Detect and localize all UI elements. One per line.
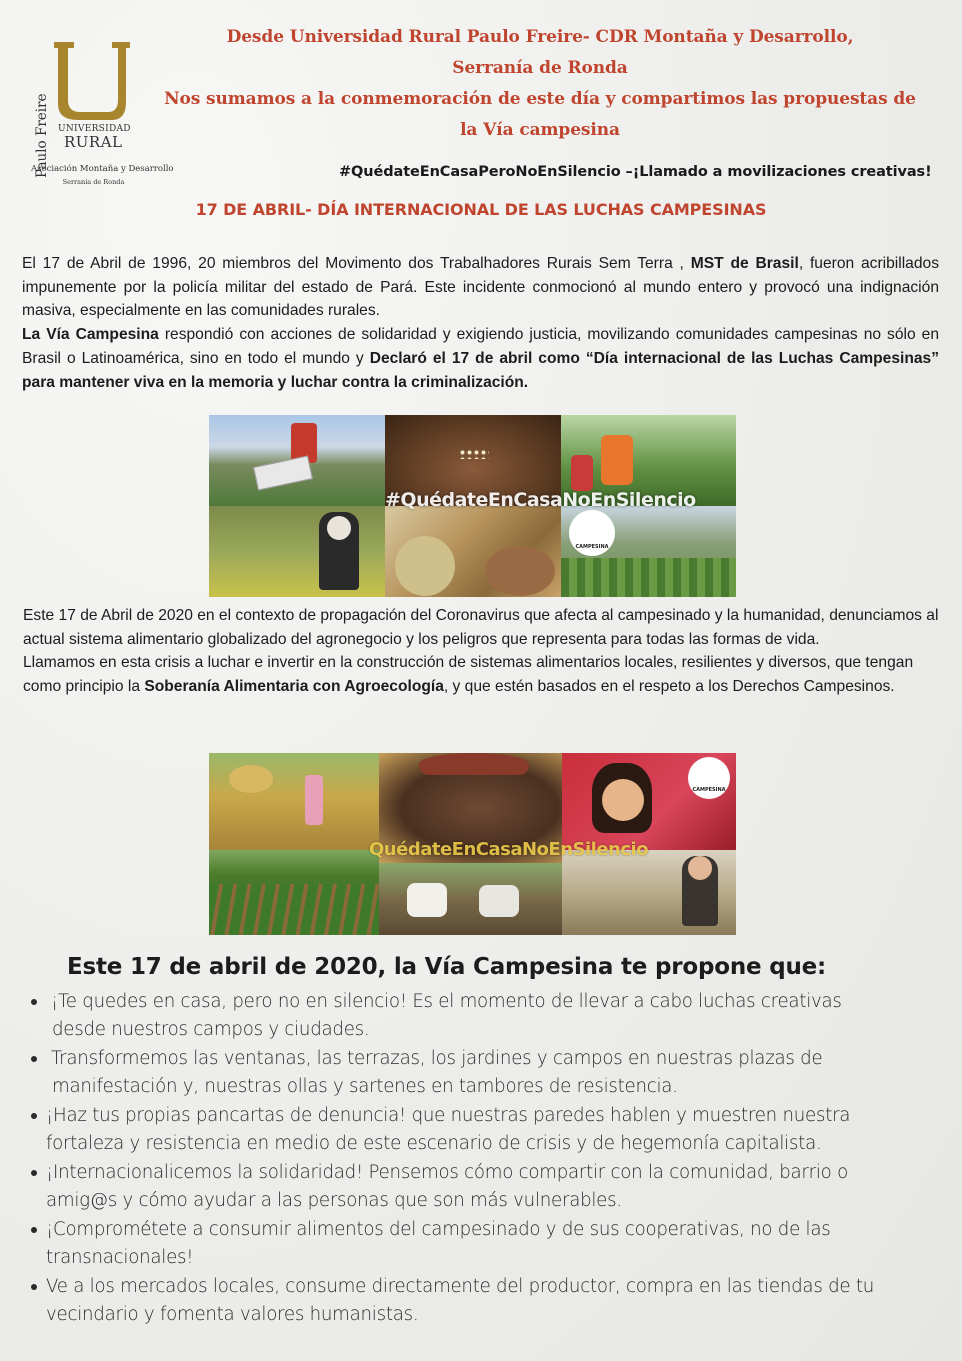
via-campesina-bold: La Vía Campesina: [22, 326, 159, 344]
bullet-icon: [31, 1170, 37, 1176]
history-text-a1: El 17 de Abril de 1996, 20 miembros del Movimento dos Trabalhadores Rurais Sem Terra ,: [22, 255, 691, 272]
photo-farmer-goats: [562, 850, 736, 935]
proposal-line: manifestación y, nuestras ollas y sartenes en tambores de resistencia.: [52, 1076, 678, 1097]
collage2-hashtag-overlay: QuédateEnCasaNoEnSilencio: [369, 839, 649, 860]
proposal-line: ¡Internacionalicemos la solidaridad! Pensemos cómo compartir con la comunidad, barrio o: [46, 1162, 848, 1183]
proposal-line: Transformemos las ventanas, las terrazas, los jardines y campos en nuestras plazas de: [51, 1048, 823, 1069]
hashtag-call: #QuédateEnCasaPeroNoEnSilencio –¡Llamado a movilizaciones creativas!: [339, 164, 932, 180]
bullet-icon: [31, 1056, 37, 1062]
history-p2: [22, 323, 939, 394]
history-paragraph: [22, 252, 939, 394]
soberania-bold: Soberanía Alimentaria con Agroecología: [144, 678, 444, 696]
logo-u-mark-icon: [52, 40, 132, 130]
bullet-icon: [31, 1113, 37, 1119]
photo-collage-2: [209, 753, 736, 935]
header-line-4: la Vía campesina: [460, 120, 620, 140]
logo-rural: RURAL: [64, 133, 123, 151]
logo-universidad: UNIVERSIDAD: [58, 124, 131, 134]
proposal-line: vecindario y fomenta valores humanistas.: [46, 1304, 419, 1325]
proposal-line: ¡Te quedes en casa, pero no en silencio! Es el momento de llevar a cabo luchas creativas: [51, 991, 842, 1012]
header-line-2: Serranía de Ronda: [452, 58, 628, 78]
proposal-line: desde nuestros campos y ciudades.: [52, 1019, 370, 1040]
context-p1: Este 17 de Abril de 2020 en el contexto de propagación del Coronavirus que afecta al campesinado y la humanidad, denunciamos al actual sistema alimentario globalizado del agronegocio y los peligros que representa para todas las formas de vida.: [23, 607, 939, 648]
university-logo: [28, 36, 174, 191]
day-title: 17 DE ABRIL- DÍA INTERNACIONAL DE LAS LUCHAS CAMPESINAS: [195, 200, 767, 219]
header-line-1: Desde Universidad Rural Paulo Freire- CDR Montaña y Desarrollo,: [226, 27, 854, 47]
photo-farmer-crates: [209, 415, 385, 506]
photo-crop-rows: [209, 850, 379, 935]
context-p2: [23, 651, 943, 698]
declaration-bold: Declaró el 17 de abril como “Día internacional de las Luchas Campesinas” para mantener viva en la memoria y luchar contra la criminalización.: [22, 349, 939, 391]
photo-smiling-girl: [562, 753, 736, 850]
proposal-line: amig@s y cómo ayudar a las personas que son más vulnerables.: [46, 1190, 622, 1211]
history-text-a2: , fueron acribillados impunemente por la policía militar del estado de Pará. Este incidente conmocionó al mundo entero y provocó una indignación masiva, especialmente en las comunidades rurales.: [22, 255, 939, 320]
proposal-line: fortaleza y resistencia en medio de este escenario de crisis y de hegemonía capitalista.: [46, 1133, 822, 1154]
collage1-hashtag-overlay: #QuédateEnCasaNoEnSilencio: [385, 489, 696, 511]
proposal-line: ¡Comprométete a consumir alimentos del campesinado y de sus cooperativas, no de las: [46, 1219, 831, 1240]
logo-vertical-text: Paulo Freire: [34, 93, 50, 178]
bullet-icon: [31, 1284, 37, 1290]
campesina-badge-2: CAMPESINA: [692, 787, 726, 793]
header-line-3: Nos sumamos a la conmemoración de este día y compartimos las propuestas de: [164, 89, 916, 109]
context-text-b2: , y que estén basados en el respeto a los Derechos Campesinos.: [443, 678, 895, 696]
photo-ox-plough: [379, 863, 562, 935]
campesina-badge-1: CAMPESINA: [575, 544, 609, 550]
bullet-icon: [31, 999, 37, 1005]
proposal-line: ¡Haz tus propias pancartas de denuncia! que nuestras paredes hablen y muestren nuestra: [46, 1105, 851, 1126]
proposals-title: Este 17 de abril de 2020, la Vía Campesina te propone que:: [67, 954, 827, 980]
proposal-line: Ve a los mercados locales, consume directamente del productor, compra en las tiendas de tu: [46, 1276, 875, 1297]
photo-collage-1: [209, 415, 736, 597]
photo-elder-woman: [209, 506, 385, 597]
context-text-b1: Llamamos en esta crisis a luchar e invertir en la construcción de sistemas alimentarios locales, resilientes y diversos, que tengan como principio la: [23, 654, 914, 696]
logo-ronda: Serranía de Ronda: [62, 178, 125, 186]
bullet-icon: [31, 1227, 37, 1233]
photo-field-badge: [561, 506, 736, 597]
proposal-line: transnacionales!: [46, 1247, 194, 1268]
context-paragraph: [23, 604, 943, 699]
history-text-b1: respondió con acciones de solidaridad y exigiendo justicia, movilizando comunidades campesinas no sólo en Brasil o Latinoamérica, sino en todo el mundo y: [22, 326, 940, 367]
mst-bold: MST de Brasil: [690, 255, 799, 272]
history-p1: [22, 252, 939, 323]
photo-grains: [385, 506, 561, 597]
photo-harvest-carry: [209, 753, 379, 850]
logo-association: Asociación Montaña y Desarrollo: [31, 164, 174, 174]
